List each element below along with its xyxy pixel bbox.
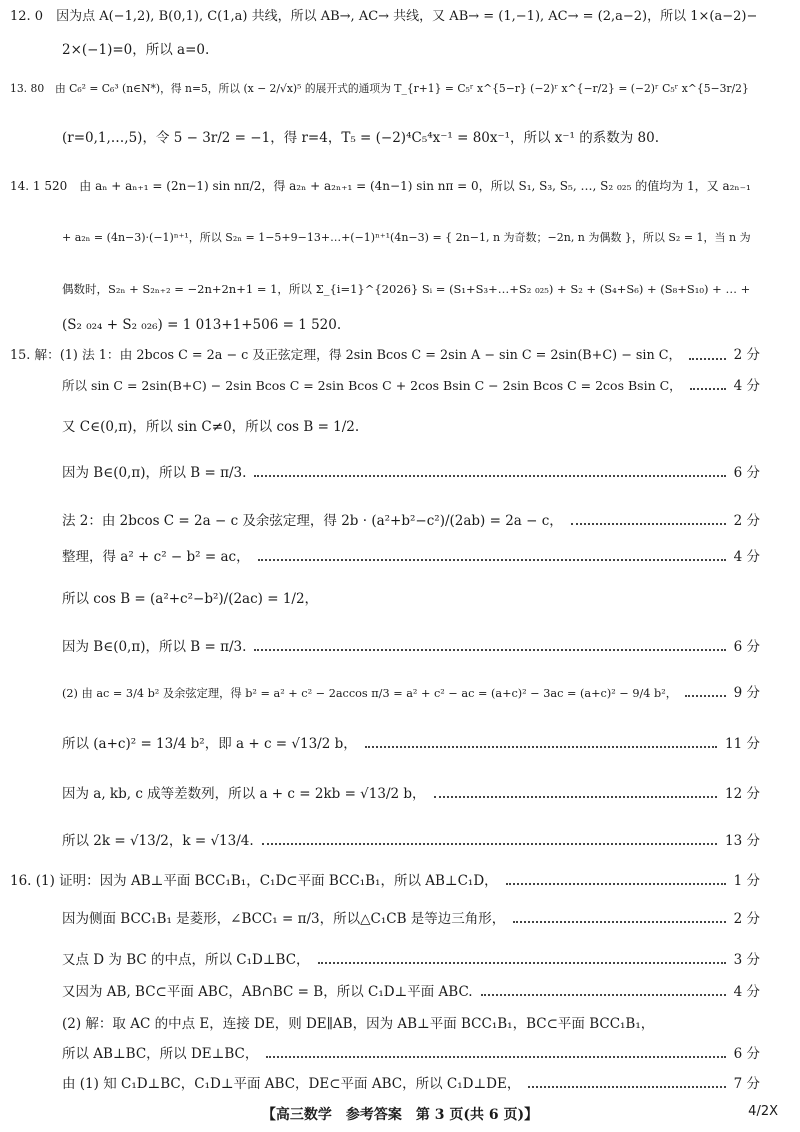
dot-leader xyxy=(262,843,717,845)
solution-text: (r=0,1,…,5)，令 5 − 3r/2 = −1，得 r=4，T₅ = (−2)⁴C₅⁴x⁻¹ = 80x⁻¹，所以 x⁻¹ 的系数为 80. xyxy=(62,130,660,146)
solution-line-q15-11 xyxy=(62,787,760,802)
solution-line-q15-1 xyxy=(10,348,760,363)
solution-line-q14-c xyxy=(62,283,760,296)
solution-text: 又因为 AB, BC⊂平面 ABC，AB∩BC = B，所以 C₁D⊥平面 ABC. xyxy=(62,984,473,1000)
solution-line-q15-4 xyxy=(62,466,760,481)
score-points: 1 分 xyxy=(733,873,760,889)
solution-text: (2) 由 ac = 3/4 b² 及余弦定理，得 b² = a² + c² − 2accos π/3 = a² + c² − ac = (a+c)² − 3ac = (a+c)² − 9/4 b²， xyxy=(62,687,677,700)
score-points: 12 分 xyxy=(725,786,760,802)
solution-text: 因为 B∈(0,π)，所以 B = π/3. xyxy=(62,639,247,655)
dot-leader xyxy=(258,559,726,561)
solution-text: 所以 (a+c)² = 13/4 b²，即 a + c = √13/2 b， xyxy=(62,736,357,752)
score-points: 13 分 xyxy=(725,833,760,849)
solution-text: 14. 1 520 由 aₙ + aₙ₊₁ = (2n−1) sin nπ/2，得 a₂ₙ + a₂ₙ₊₁ = (4n−1) sin nπ = 0，所以 S₁, S₃, S₅, …, S₂ ₀₂₅ 的值均为 1，又 a₂ₙ₋₁ xyxy=(10,179,751,193)
solution-text: (S₂ ₀₂₄ + S₂ ₀₂₆) = 1 013+1+506 = 1 520. xyxy=(62,317,342,333)
solution-text: 所以 cos B = (a²+c²−b²)/(2ac) = 1/2， xyxy=(62,591,319,607)
score-points: 2 分 xyxy=(733,347,760,363)
score-points: 6 分 xyxy=(733,465,760,481)
dot-leader xyxy=(513,921,725,923)
solution-text: 2×(−1)=0，所以 a=0. xyxy=(62,42,210,58)
solution-line-q15-7 xyxy=(62,592,760,607)
score-points: 9 分 xyxy=(733,685,760,701)
solution-line-q13-b xyxy=(62,131,760,146)
dot-leader xyxy=(254,649,725,651)
solution-line-q15-5 xyxy=(62,514,760,529)
solution-line-q13-a xyxy=(10,83,760,95)
solution-text: 13. 80 由 C₆² = C₆³ (n∈N*)，得 n=5，所以 (x − 2/√x)⁵ 的展开式的通项为 T_{r+1} = C₅ʳ x^{5−r} (−2)ʳ x^{−r/2} = (−2)ʳ C₅ʳ x^{5−3r/2} xyxy=(10,82,749,95)
solution-text: 12. 0 因为点 A(−1,2), B(0,1), C(1,a) 共线，所以 AB→, AC→ 共线，又 AB→ = (1,−1), AC→ = (2,a−2)，所以 1×(a−2)− xyxy=(10,9,758,24)
solution-line-q16-3 xyxy=(62,953,760,968)
solution-text: 由 (1) 知 C₁D⊥BC，C₁D⊥平面 ABC，DE⊂平面 ABC，所以 C₁D⊥DE， xyxy=(62,1076,521,1092)
dot-leader xyxy=(571,523,726,525)
solution-line-q16-7 xyxy=(62,1077,760,1092)
solution-text: 15. 解：(1) 法 1：由 2bcos C = 2a − c 及正弦定理，得 2sin Bcos C = 2sin A − sin C = 2sin(B+C) − sin C， xyxy=(10,348,682,363)
dot-leader xyxy=(528,1086,725,1088)
solution-line-q15-12 xyxy=(62,834,760,849)
solution-line-q15-6 xyxy=(62,550,760,565)
dot-leader xyxy=(266,1056,725,1058)
solution-text: 因为侧面 BCC₁B₁ 是菱形，∠BCC₁ = π/3，所以△C₁CB 是等边三角形， xyxy=(62,911,506,927)
solution-text: (2) 解：取 AC 的中点 E，连接 DE，则 DE∥AB，因为 AB⊥平面 BCC₁B₁，BC⊂平面 BCC₁B₁， xyxy=(62,1016,655,1032)
solution-line-q14-d xyxy=(62,318,760,333)
score-points: 3 分 xyxy=(733,952,760,968)
solution-text: 所以 sin C = 2sin(B+C) − 2sin Bcos C = 2sin Bcos C + 2cos Bsin C − 2sin Bcos C = 2cos Bsin C， xyxy=(62,378,682,393)
solution-line-q16-6 xyxy=(62,1047,760,1062)
solution-text: 整理，得 a² + c² − b² = ac， xyxy=(62,549,250,565)
score-points: 11 分 xyxy=(725,736,760,752)
solution-text: 所以 AB⊥BC，所以 DE⊥BC， xyxy=(62,1046,259,1062)
solution-line-q12-b xyxy=(62,43,760,58)
dot-leader xyxy=(434,796,717,798)
solution-text: + a₂ₙ = (4n−3)·(−1)ⁿ⁺¹，所以 S₂ₙ = 1−5+9−13+…+(−1)ⁿ⁺¹(4n−3) = { 2n−1, n 为奇数；−2n, n 为偶数 }，所以 S₂ = 1，当 n 为 xyxy=(62,231,751,244)
footer-code: 4/2X xyxy=(748,1104,778,1119)
score-points: 4 分 xyxy=(733,378,760,394)
score-points: 6 分 xyxy=(733,1046,760,1062)
score-points: 7 分 xyxy=(733,1076,760,1092)
score-points: 2 分 xyxy=(733,911,760,927)
footer-page-info: 【高三数学 参考答案 第 3 页(共 6 页)】 xyxy=(261,1107,539,1123)
dot-leader xyxy=(506,883,726,885)
dot-leader xyxy=(690,388,726,390)
solution-text: 又 C∈(0,π)，所以 sin C≠0，所以 cos B = 1/2. xyxy=(62,419,360,435)
solution-text: 16. (1) 证明：因为 AB⊥平面 BCC₁B₁，C₁D⊂平面 BCC₁B₁，所以 AB⊥C₁D， xyxy=(10,873,498,889)
solution-line-q15-2 xyxy=(62,379,760,394)
score-points: 6 分 xyxy=(733,639,760,655)
dot-leader xyxy=(685,695,726,697)
solution-text: 所以 2k = √13/2，k = √13/4. xyxy=(62,833,254,849)
dot-leader xyxy=(318,962,726,964)
solution-line-q15-3 xyxy=(62,420,760,435)
score-points: 4 分 xyxy=(733,549,760,565)
solution-line-q16-4 xyxy=(62,985,760,1000)
solution-line-q15-9 xyxy=(62,686,760,701)
solution-line-q15-10 xyxy=(62,737,760,752)
solution-text: 偶数时，S₂ₙ + S₂ₙ₊₂ = −2n+2n+1 = 1，所以 Σ_{i=1}^{2026} Sᵢ = (S₁+S₃+…+S₂ ₀₂₅) + S₂ + (S₄+S₆) + (S₈+S₁₀) + … + xyxy=(62,282,751,296)
score-points: 2 分 xyxy=(733,513,760,529)
solution-text: 因为 B∈(0,π)，所以 B = π/3. xyxy=(62,465,247,481)
solution-line-q16-2 xyxy=(62,912,760,927)
dot-leader xyxy=(254,475,725,477)
solution-text: 因为 a, kb, c 成等差数列，所以 a + c = 2kb = √13/2 b， xyxy=(62,786,426,802)
solution-line-q14-a xyxy=(10,180,760,193)
solution-text: 又点 D 为 BC 的中点，所以 C₁D⊥BC， xyxy=(62,952,310,968)
solution-line-q16-1 xyxy=(10,874,760,889)
solution-line-q16-5 xyxy=(62,1017,760,1032)
dot-leader xyxy=(365,746,717,748)
solution-text: 法 2：由 2bcos C = 2a − c 及余弦定理，得 2b · (a²+b²−c²)/(2ab) = 2a − c， xyxy=(62,513,563,529)
solution-line-q12-a xyxy=(10,10,760,24)
score-points: 4 分 xyxy=(733,984,760,1000)
solution-line-q14-b xyxy=(62,232,760,244)
dot-leader xyxy=(689,358,725,360)
solution-line-q15-8 xyxy=(62,640,760,655)
dot-leader xyxy=(481,994,726,996)
